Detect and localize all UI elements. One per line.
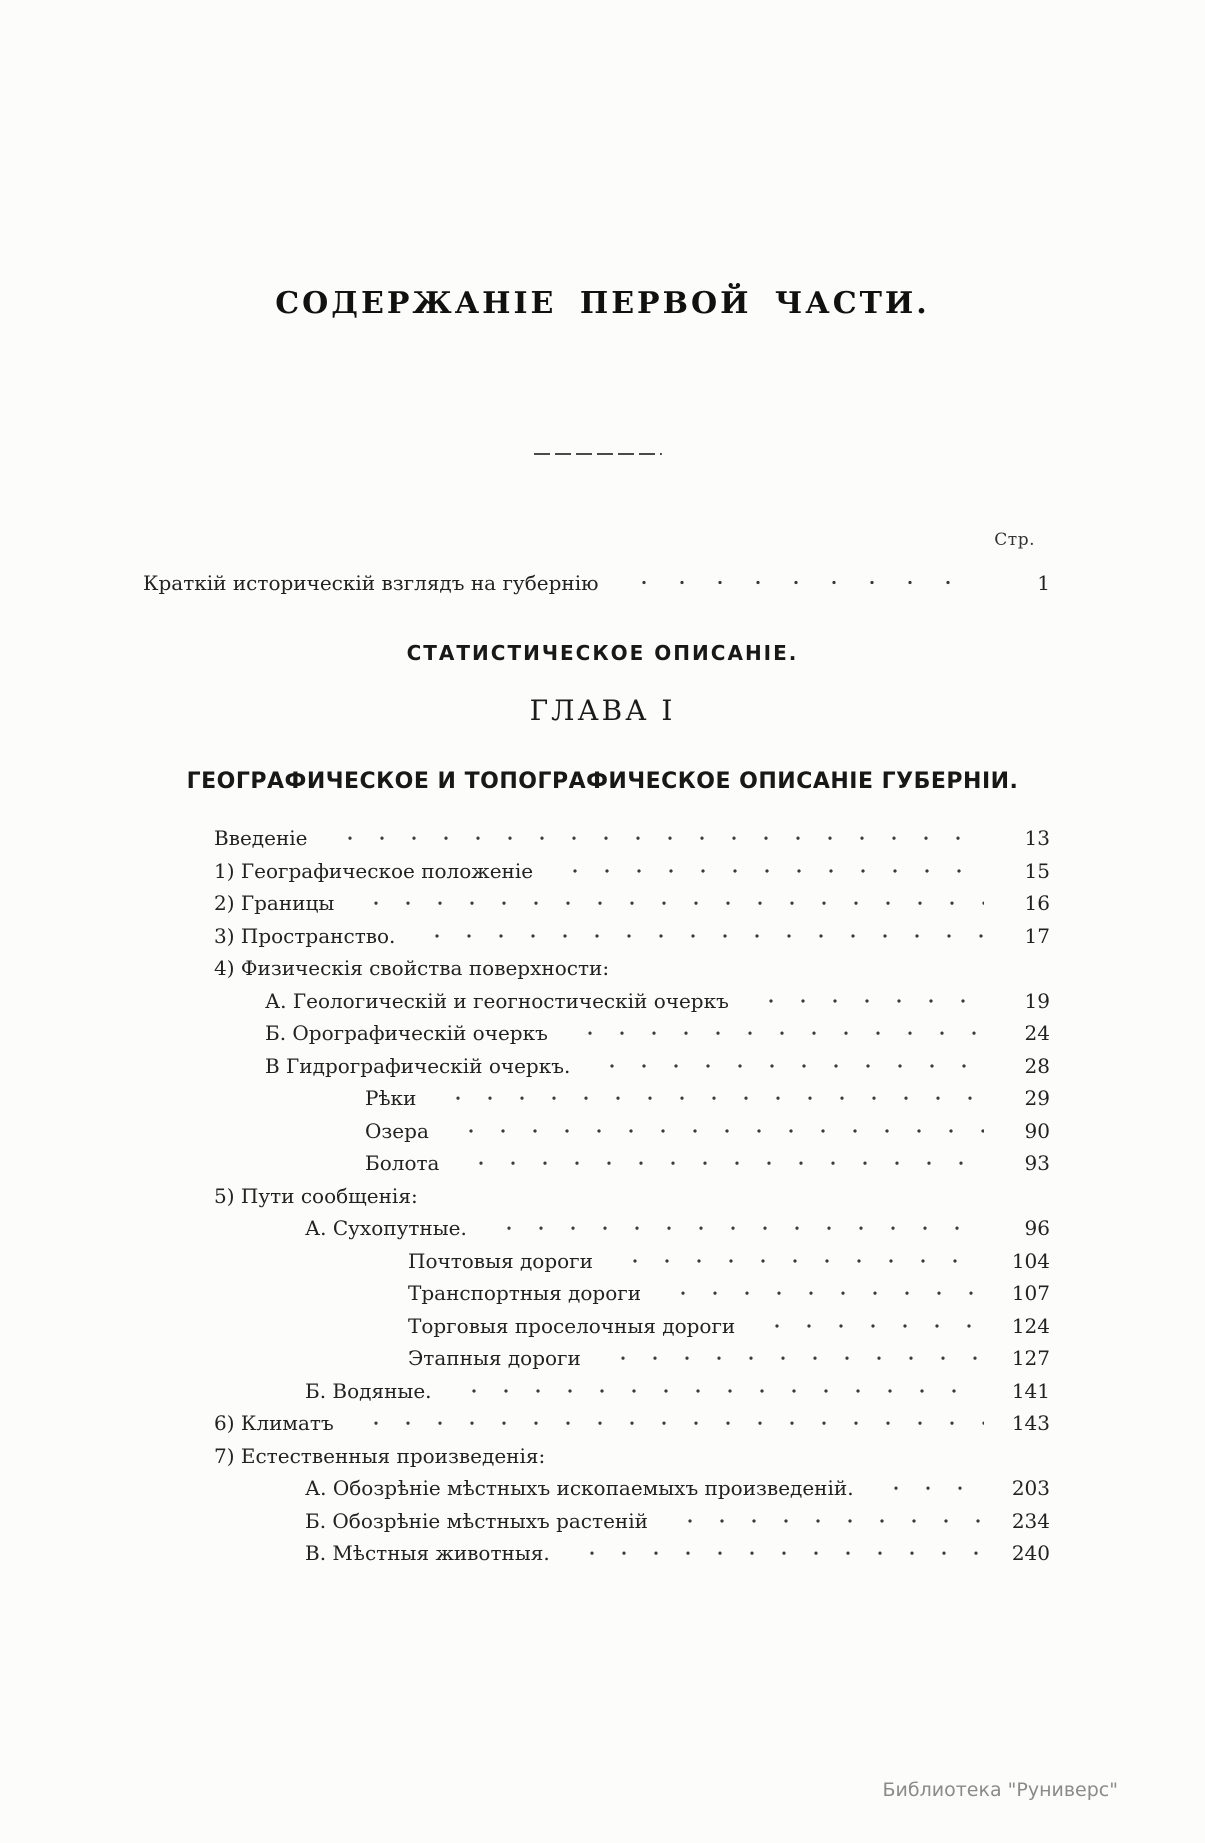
toc-row — [152, 822, 1050, 855]
toc-entry-label: А. Сухопутные. — [305, 1216, 467, 1241]
toc-row — [152, 1375, 1050, 1408]
toc-list — [152, 822, 1050, 1570]
toc-row — [152, 1472, 1050, 1505]
toc-row — [152, 1147, 1050, 1180]
dot-leader — [409, 920, 984, 953]
toc-entry-page: 240 — [1011, 1541, 1050, 1566]
dot-leader — [564, 1537, 984, 1570]
dot-leader — [607, 1245, 984, 1278]
toc-entry-label: 6) Климатъ — [214, 1411, 334, 1436]
toc-entry-label: 3) Пространство. — [214, 923, 396, 948]
section-heading: СТАТИСТИЧЕСКОЕ ОПИСАНІЕ. — [406, 641, 799, 665]
toc-entry-label: 1) Географическое положеніе — [214, 858, 534, 883]
dot-leader — [348, 887, 984, 920]
toc-entry-label: Б. Обозрѣніе мѣстныхъ растеній — [305, 1508, 648, 1533]
toc-entry-page: 16 — [1024, 891, 1050, 916]
toc-entry-label: 5) Пути сообщенія: — [214, 1183, 418, 1208]
toc-row — [152, 952, 1050, 985]
toc-entry-page: 13 — [1024, 826, 1050, 851]
dot-leader — [430, 1082, 984, 1115]
dot-leader — [348, 1407, 984, 1440]
toc-row — [152, 1050, 1050, 1083]
toc-entry-page: 90 — [1024, 1118, 1050, 1143]
toc-entry-page: 17 — [1024, 923, 1050, 948]
dot-leader — [481, 1212, 984, 1245]
toc-entry-label: 7) Естественныя произведенія: — [214, 1443, 546, 1468]
toc-entry-label: Б. Водяные. — [305, 1378, 432, 1403]
dot-leader — [547, 855, 984, 888]
dot-leader — [584, 1050, 984, 1083]
toc-entry-page: 234 — [1011, 1508, 1050, 1533]
toc-row — [152, 1342, 1050, 1375]
toc-row — [152, 1017, 1050, 1050]
chapter-subheading: ГЕОГРАФИЧЕСКОЕ И ТОПОГРАФИЧЕСКОЕ ОПИСАНІЕ ГУБЕРНІИ. — [186, 769, 1019, 794]
toc-row — [152, 1245, 1050, 1278]
toc-entry-label: Почтовыя дороги — [408, 1248, 593, 1273]
dot-leader — [655, 1277, 984, 1310]
toc-entry-label: Краткій историческій взглядъ на губернію — [143, 570, 599, 595]
dot-leader — [662, 1505, 984, 1538]
toc-entry-page: 104 — [1011, 1248, 1050, 1273]
dot-leader — [446, 1375, 984, 1408]
dot-leader — [562, 1017, 984, 1050]
toc-row — [152, 1082, 1050, 1115]
dot-leader — [595, 1342, 984, 1375]
dot-leader — [868, 1472, 984, 1505]
toc-row — [152, 1180, 1050, 1213]
toc-entry-page: 203 — [1011, 1476, 1050, 1501]
toc-entry-page: 93 — [1024, 1151, 1050, 1176]
toc-entry-page: 141 — [1011, 1378, 1050, 1403]
toc-entry-label: Рѣки — [365, 1086, 417, 1111]
toc-entry-page: 19 — [1024, 988, 1050, 1013]
dot-leader — [743, 985, 984, 1018]
toc-row — [152, 1115, 1050, 1148]
toc-entry-label: 4) Физическія свойства поверхности: — [214, 956, 610, 981]
toc-entry-label: Введеніе — [214, 826, 308, 851]
toc-entry-label: Транспортныя дороги — [408, 1281, 642, 1306]
section-divider — [533, 453, 661, 455]
toc-entry-label: Б. Орографическій очеркъ — [265, 1021, 548, 1046]
toc-entry-page: 28 — [1024, 1053, 1050, 1078]
toc-entry-label: В. Мѣстныя животныя. — [305, 1541, 550, 1566]
toc-row — [152, 1537, 1050, 1570]
chapter-heading: ГЛАВА I — [529, 694, 676, 727]
page-column-label: Стр. — [994, 530, 1035, 550]
dot-leader — [749, 1310, 984, 1343]
toc-row — [152, 1277, 1050, 1310]
dot-leader — [453, 1147, 984, 1180]
toc-row — [152, 920, 1050, 953]
toc-row — [152, 887, 1050, 920]
dot-leader — [322, 822, 984, 855]
toc-entry-page: 143 — [1011, 1411, 1050, 1436]
toc-entry-page: 96 — [1024, 1216, 1050, 1241]
toc-row — [152, 1440, 1050, 1473]
toc-entry-label: Озера — [365, 1118, 429, 1143]
toc-entry-page: 15 — [1024, 858, 1050, 883]
toc-entry-label: А. Геологическій и геогностическій очеркъ — [265, 988, 729, 1013]
toc-entry-label: Этапныя дороги — [408, 1346, 581, 1371]
toc-entry-page: 29 — [1024, 1086, 1050, 1111]
dot-leader — [443, 1115, 984, 1148]
toc-entry-label: Торговыя проселочныя дороги — [408, 1313, 736, 1338]
toc-entry-page: 1 — [1037, 570, 1050, 595]
toc-entry-label: А. Обозрѣніе мѣстныхъ ископаемыхъ произведеній. — [305, 1476, 854, 1501]
toc-entry-label: 2) Границы — [214, 891, 335, 916]
toc-row — [152, 1212, 1050, 1245]
toc-row — [152, 985, 1050, 1018]
toc-entry-page: 124 — [1011, 1313, 1050, 1338]
toc-entry-page: 127 — [1011, 1346, 1050, 1371]
toc-entry-page: 24 — [1024, 1021, 1050, 1046]
toc-row — [152, 1505, 1050, 1538]
toc-entry-label: В Гидрографическій очеркъ. — [265, 1053, 571, 1078]
library-watermark: Библиотека "Руниверс" — [882, 1779, 1118, 1801]
toc-row — [152, 855, 1050, 888]
toc-entry-label: Болота — [365, 1151, 440, 1176]
toc-entry-page: 107 — [1011, 1281, 1050, 1306]
page-title: СОДЕРЖАНІЕ ПЕРВОЙ ЧАСТИ. — [275, 286, 930, 321]
toc-row — [152, 1310, 1050, 1343]
dot-leader — [613, 566, 984, 599]
toc-row — [152, 1407, 1050, 1440]
intro-toc-row — [143, 566, 1050, 599]
